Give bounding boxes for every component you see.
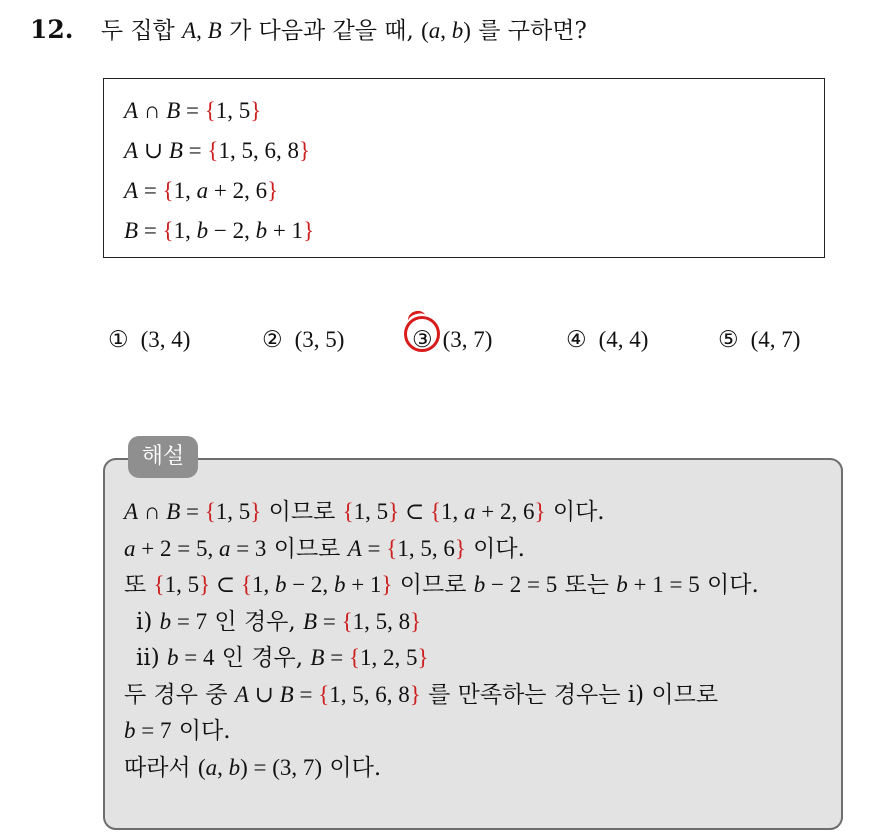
math-segment: A = xyxy=(124,178,163,203)
math-segment: ⊂ xyxy=(399,499,430,524)
text-segment: 따라서 xyxy=(124,754,198,781)
choice-value: (4, 7) xyxy=(750,327,801,352)
math-segment: 1, 5 xyxy=(215,499,251,524)
text-segment: 인 경우, xyxy=(214,645,311,671)
math-segment: ⊂ xyxy=(210,572,241,597)
math-segment: 1, 5 xyxy=(353,499,389,524)
choice-marker: ③ xyxy=(412,327,433,353)
choice-value: (3, 4) xyxy=(140,327,191,352)
choice-value: (3, 5) xyxy=(294,327,345,352)
choice-5[interactable] xyxy=(718,318,800,362)
math-segment: 1, a + 2, 6 xyxy=(441,499,535,524)
text-segment: 이므로 xyxy=(392,572,474,598)
answer-choices xyxy=(0,318,884,362)
text-segment: 이므로 xyxy=(266,535,348,562)
text-segment: 가 다음과 같을 때, xyxy=(221,18,422,44)
text-segment: 이다. xyxy=(545,499,605,525)
set-brace: { xyxy=(240,572,252,597)
set-brace: } xyxy=(388,499,400,524)
math-segment: b + 1 = 5 xyxy=(616,572,700,597)
set-brace: } xyxy=(410,608,422,634)
set-brace: } xyxy=(409,681,421,707)
text-segment: 이다. xyxy=(171,718,231,744)
set-brace: { xyxy=(429,499,442,524)
set-brace: { xyxy=(348,645,360,670)
set-brace: { xyxy=(153,572,165,597)
math-segment: 1, 2, 5 xyxy=(359,645,418,670)
set-brace: { xyxy=(207,138,219,163)
math-segment: 1, a + 2, 6 xyxy=(173,178,268,203)
math-segment: A = xyxy=(347,535,387,561)
choice-value: (4, 4) xyxy=(598,327,649,352)
math-segment: 1, 5, 6 xyxy=(397,535,455,561)
text-segment: 를 구하면? xyxy=(470,18,587,44)
choice-marker: ④ xyxy=(566,327,587,353)
set-brace: { xyxy=(162,218,174,243)
math-segment: B = xyxy=(124,218,163,243)
solution-tab-label: 해설 xyxy=(128,436,198,478)
math-segment: A, B xyxy=(182,18,222,43)
question-text xyxy=(101,18,587,44)
math-segment: B = xyxy=(303,608,342,634)
math-segment: A ∩ B = xyxy=(124,499,205,524)
solution-line-7 xyxy=(124,713,759,750)
math-segment: A ∩ B = xyxy=(124,98,205,123)
text-segment: 이다. xyxy=(465,535,525,562)
solution-line-1 xyxy=(124,494,759,531)
math-segment: 1, 5, 6, 8 xyxy=(218,138,299,163)
problem-number: 12. xyxy=(30,15,74,44)
solution-content xyxy=(124,494,759,786)
given-line-intersection xyxy=(124,91,824,131)
solution-line-6 xyxy=(124,677,759,714)
solution-line-5 xyxy=(124,640,759,677)
math-segment: A ∪ B = xyxy=(124,138,208,163)
text-segment: ⅰ) xyxy=(136,608,160,635)
choice-marker: ⑤ xyxy=(718,327,739,353)
solution-line-3 xyxy=(124,567,759,604)
given-line-set-a xyxy=(124,171,824,211)
math-segment: A ∪ B = xyxy=(234,681,319,707)
math-segment: 1, b − 2, b + 1 xyxy=(251,572,382,597)
math-segment: a + 2 = 5, a = 3 xyxy=(124,535,267,561)
choice-value: (3, 7) xyxy=(442,327,493,352)
set-brace: } xyxy=(381,572,393,597)
set-brace: { xyxy=(341,608,353,634)
text-segment: 또 xyxy=(124,572,154,598)
set-brace: } xyxy=(454,535,466,561)
math-segment: B = xyxy=(310,645,349,670)
text-segment: 또는 xyxy=(557,572,617,598)
choice-marker: ② xyxy=(262,327,283,353)
math-segment: (a, b) xyxy=(421,18,471,43)
math-segment: 1, 5 xyxy=(215,98,251,123)
text-segment: 이다. xyxy=(322,754,382,781)
text-segment: 두 경우 중 xyxy=(124,681,235,708)
solution-line-8 xyxy=(124,750,759,787)
set-brace: } xyxy=(250,98,262,123)
set-brace: { xyxy=(162,178,174,203)
math-segment: 1, 5, 6, 8 xyxy=(329,681,410,707)
math-segment: b = 7 xyxy=(124,718,172,743)
choice-4[interactable] xyxy=(566,318,648,362)
text-segment: 인 경우, xyxy=(207,608,304,635)
set-brace: { xyxy=(386,535,398,561)
math-segment: 1, 5, 8 xyxy=(352,608,411,634)
text-segment: 를 만족하는 경우는 ⅰ) 이므로 xyxy=(420,681,719,708)
set-brace: } xyxy=(417,645,429,670)
text-segment: 두 집합 xyxy=(100,18,183,44)
problem-header xyxy=(30,12,587,45)
set-brace: } xyxy=(303,218,315,243)
math-segment: 1, b − 2, b + 1 xyxy=(173,218,304,243)
choice-2[interactable] xyxy=(262,318,344,362)
set-brace: } xyxy=(250,499,262,524)
math-segment: b − 2 = 5 xyxy=(473,572,558,597)
set-brace: } xyxy=(298,138,310,163)
math-segment: (a, b) = (3, 7) xyxy=(197,754,323,780)
set-brace: { xyxy=(318,681,330,707)
set-brace: { xyxy=(204,499,216,524)
choice-marker: ① xyxy=(108,327,129,353)
solution-line-2 xyxy=(124,531,759,568)
set-brace: } xyxy=(267,178,279,203)
math-segment: b = 4 xyxy=(167,645,215,670)
given-conditions-box xyxy=(103,78,825,258)
text-segment: ⅱ) xyxy=(136,645,167,671)
math-segment: b = 7 xyxy=(159,608,208,634)
solution-line-4 xyxy=(124,604,759,641)
choice-1[interactable] xyxy=(108,318,190,362)
text-segment: 이다. xyxy=(699,572,759,598)
set-brace: } xyxy=(534,499,546,524)
set-brace: } xyxy=(199,572,211,597)
text-segment: 이므로 xyxy=(261,499,343,525)
set-brace: { xyxy=(342,499,354,524)
given-line-set-b xyxy=(124,211,824,251)
given-line-union xyxy=(124,131,824,171)
set-brace: { xyxy=(204,98,216,123)
math-segment: 1, 5 xyxy=(164,572,200,597)
